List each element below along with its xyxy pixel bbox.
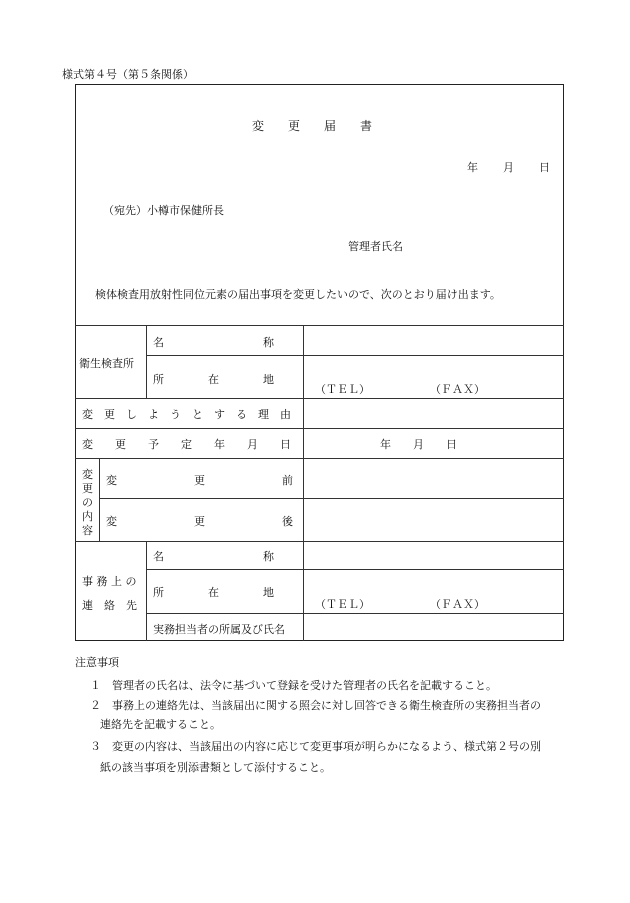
note-item: ３ 変更の内容は、当該届出の内容に応じて変更事項が明らかになるよう、様式第２号の別 [90, 740, 541, 753]
note-item: 連絡先を記載すること。 [100, 718, 221, 731]
form-title: 変 更 届 書 [251, 119, 378, 133]
contact-location-label: 所 在 地 [153, 586, 274, 599]
form-number: 様式第４号（第５条関係） [62, 68, 194, 81]
reason-label: 変 更 し よ う と す る 理 由 [82, 408, 291, 421]
change-content-label: 変更の内容 [82, 468, 93, 537]
facility-col-line [146, 325, 147, 398]
note-item: ２ 事務上の連絡先は、当該届出に関する照会に対し回答できる衛生検査所の実務担当者の [90, 699, 541, 712]
date-year-label: 年 [467, 161, 478, 174]
contact-row-divider-2 [146, 613, 564, 614]
intro-text: 検体検査用放射性同位元素の届出事項を変更したいので、次のとおり届け出ます。 [95, 288, 501, 301]
contact-name-label: 名 称 [153, 550, 274, 563]
change-after-label: 変 更 後 [106, 515, 293, 528]
note-item: １ 管理者の氏名は、法令に基づいて登録を受けた管理者の氏名を記載すること。 [90, 679, 497, 692]
form-frame [75, 84, 564, 641]
planned-date-label: 変 更 予 定 年 月 日 [82, 438, 291, 451]
contact-row-top-line [75, 541, 564, 542]
date-day-label: 日 [539, 161, 550, 174]
contact-col-line [146, 541, 147, 641]
facility-row-divider [146, 355, 564, 356]
contact-fax-label: （ＦＡＸ） [430, 598, 485, 611]
change-row-top-line [75, 458, 564, 459]
notes-title: 注意事項 [75, 656, 119, 669]
table-top-line [75, 325, 564, 326]
contact-tel-label: （ＴＥＬ） [315, 598, 370, 611]
change-before-label: 変 更 前 [106, 474, 293, 487]
note-item: 紙の該当事項を別添書類として添付すること。 [100, 761, 331, 774]
addressee: （宛先）小樽市保健所長 [103, 204, 224, 217]
contact-person-label: 実務担当者の所属及び氏名 [153, 623, 285, 636]
facility-name-label: 名 称 [153, 336, 274, 349]
facility-tel-label: （ＴＥＬ） [315, 383, 370, 396]
contact-row-divider-1 [146, 569, 564, 570]
contact-label-line2: 連 絡 先 [82, 599, 137, 612]
value-col-line [303, 325, 304, 641]
date-month-label: 月 [503, 161, 514, 174]
facility-fax-label: （ＦＡＸ） [430, 383, 485, 396]
change-row-divider [99, 498, 564, 499]
contact-label-line1: 事 務 上 の [82, 575, 137, 588]
planned-date-value: 年 月 日 [380, 438, 457, 451]
date-row-top-line [75, 428, 564, 429]
facility-label: 衛生検査所 [79, 357, 134, 370]
facility-location-label: 所 在 地 [153, 373, 274, 386]
change-col-line [99, 458, 100, 541]
reason-row-top-line [75, 398, 564, 399]
manager-name-label: 管理者氏名 [348, 240, 403, 253]
